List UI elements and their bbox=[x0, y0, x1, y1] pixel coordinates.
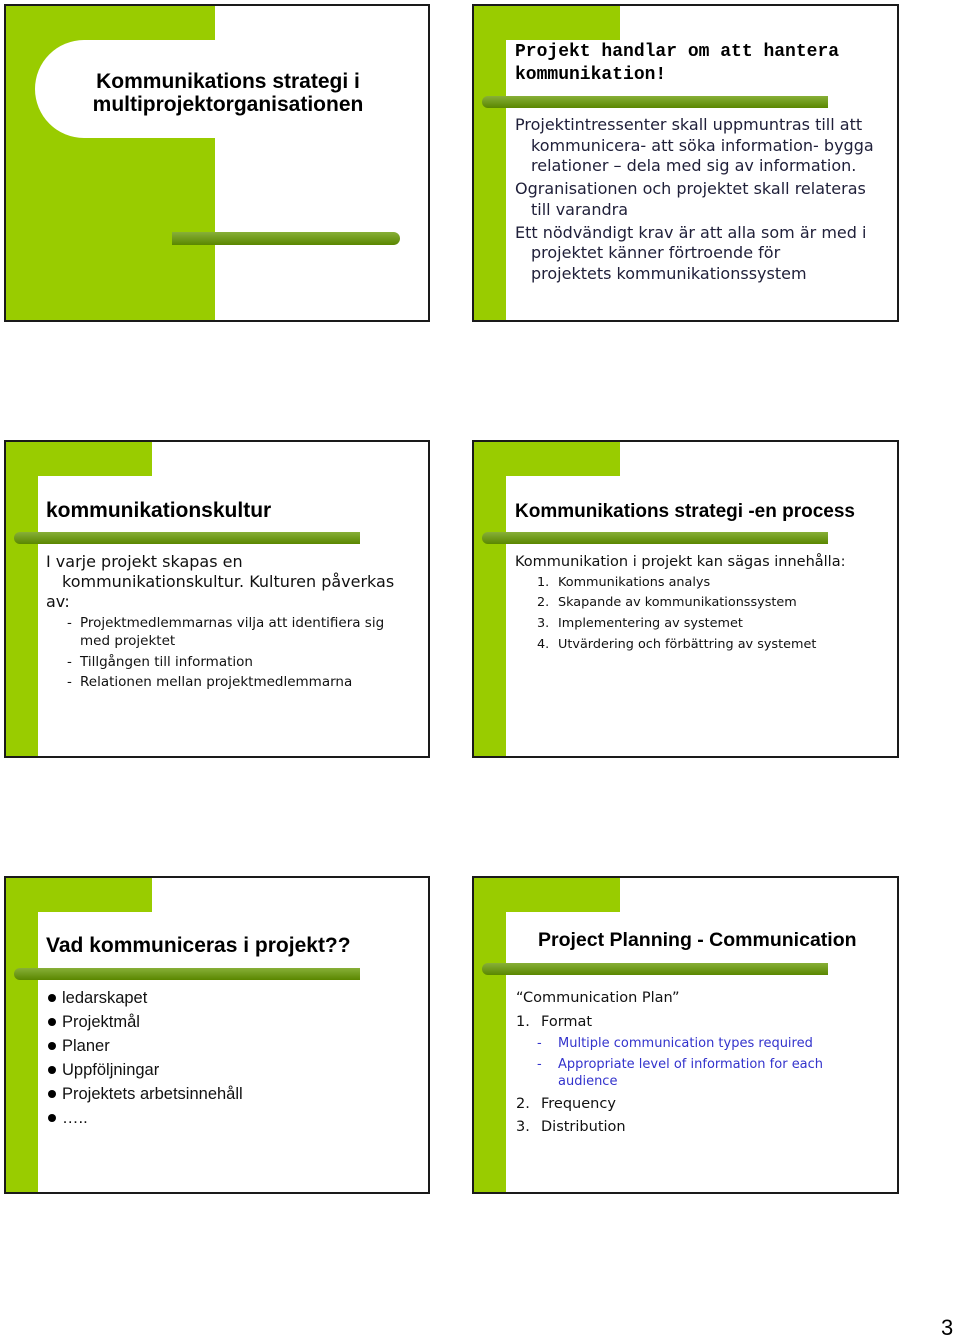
list-item-text: ….. bbox=[62, 1109, 88, 1127]
slide-1 bbox=[4, 4, 430, 322]
list-item-text: Frequency bbox=[541, 1096, 616, 1112]
slide-2 bbox=[472, 4, 899, 322]
slide-3 bbox=[4, 440, 430, 758]
slide-border bbox=[472, 440, 899, 758]
paragraph-line: till varandra bbox=[531, 199, 629, 219]
sub-list-item-line: audience bbox=[558, 1073, 618, 1089]
slide-title-line: Projekt handlar om att hantera bbox=[515, 42, 840, 62]
item-number: 1. bbox=[516, 1014, 530, 1030]
paragraph-line: Ett nödvändigt krav är att alla som är med i bbox=[515, 222, 867, 242]
item-number: 1. bbox=[537, 574, 550, 590]
slide-title-line: multiprojektorganisationen bbox=[92, 93, 364, 116]
slide-title: Vad kommuniceras i projekt?? bbox=[46, 934, 351, 957]
list-item-text: Uppföljningar bbox=[62, 1061, 160, 1079]
list-item-text: Kommunikations analys bbox=[558, 574, 711, 590]
slide-border bbox=[472, 4, 899, 322]
list-item-line: Projektmedlemmarnas vilja att identifiera sig bbox=[80, 615, 385, 631]
slide-4 bbox=[472, 440, 899, 758]
sub-list-item-line: Appropriate level of information for each bbox=[558, 1056, 824, 1072]
dash-marker: - bbox=[67, 615, 72, 631]
paragraph-line: Ogranisationen och projektet skall relateras bbox=[515, 179, 866, 198]
page-number: 3 bbox=[941, 1315, 954, 1340]
slide-border bbox=[4, 876, 430, 1194]
dash-marker: - bbox=[67, 674, 72, 690]
list-item-text: Skapande av kommunikationssystem bbox=[558, 595, 797, 611]
list-item-text: Planer bbox=[62, 1037, 110, 1055]
sub-list-item-line: Multiple communication types required bbox=[558, 1035, 813, 1051]
paragraph-line: projektet känner förtroende för bbox=[531, 243, 781, 262]
list-item-text: ledarskapet bbox=[62, 989, 148, 1007]
slide-title-line: Kommunikations strategi i bbox=[96, 70, 360, 93]
paragraph-line: Projektintressenter skall uppmuntras till att bbox=[515, 115, 863, 134]
slide-5 bbox=[4, 876, 430, 1194]
list-item-line: Relationen mellan projektmedlemmarna bbox=[80, 674, 353, 690]
item-number: 4. bbox=[537, 636, 550, 652]
list-item-text: Format bbox=[541, 1014, 593, 1030]
plan-heading: “Communication Plan” bbox=[516, 990, 680, 1006]
slide-border bbox=[4, 440, 430, 758]
paragraph-line: relationer – dela med sig av information. bbox=[531, 156, 857, 175]
slide-title: kommunikationskultur bbox=[46, 499, 272, 522]
slide-intro: Kommunikation i projekt kan sägas innehålla: bbox=[515, 554, 846, 570]
list-item-text: Implementering av systemet bbox=[558, 615, 743, 631]
item-number: 3. bbox=[537, 615, 550, 631]
list-item-text: Projektmål bbox=[62, 1013, 140, 1031]
intro-line: kommunikationskultur. Kulturen påverkas bbox=[62, 572, 395, 591]
paragraph-line: kommunicera- att söka information- bygga bbox=[531, 135, 874, 155]
slide-border bbox=[4, 4, 430, 322]
dash-marker: - bbox=[537, 1056, 542, 1072]
item-number: 3. bbox=[516, 1119, 530, 1135]
list-item-text: Projektets arbetsinnehåll bbox=[62, 1085, 243, 1103]
item-number: 2. bbox=[516, 1096, 530, 1112]
item-number: 2. bbox=[537, 595, 550, 611]
dash-marker: - bbox=[537, 1035, 542, 1051]
list-item-text: Distribution bbox=[541, 1119, 626, 1135]
list-item-text: Utvärdering och förbättring av systemet bbox=[558, 636, 817, 652]
slide-title: Kommunikations strategi -en process bbox=[515, 501, 855, 522]
intro-line: I varje projekt skapas en bbox=[46, 552, 243, 571]
slide-6 bbox=[472, 876, 899, 1194]
slide-border bbox=[472, 876, 899, 1194]
slide-title-line: kommunikation! bbox=[515, 65, 667, 85]
dash-marker: - bbox=[67, 653, 72, 670]
intro-line: av: bbox=[46, 592, 70, 611]
list-item-line: Tillgången till information bbox=[80, 653, 253, 670]
list-item-line: med projektet bbox=[80, 633, 176, 649]
slide-title: Project Planning - Communication bbox=[538, 929, 857, 951]
paragraph-line: projektets kommunikationssystem bbox=[531, 263, 807, 283]
